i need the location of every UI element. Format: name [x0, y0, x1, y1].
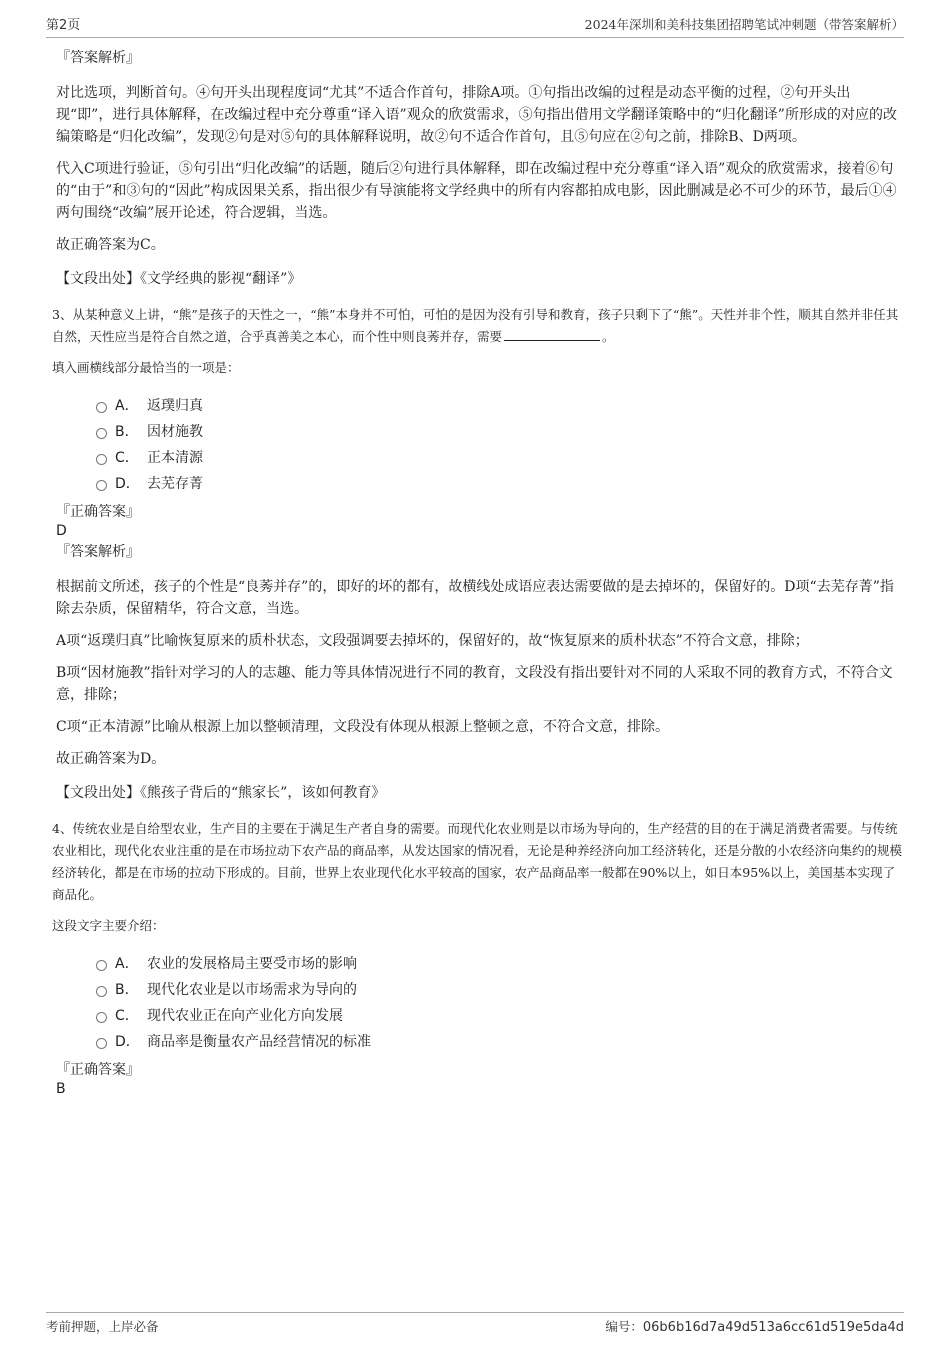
code-label: 编号： [605, 1319, 643, 1334]
analysis-paragraph: 根据前文所述，孩子的个性是“良莠并存”的，即好的坏的都有，故横线处成语应表达需要做的是去掉坏的，保留好的。D项“去芜存菁”指除去杂质，保留精华，符合文意，当选。 [56, 579, 894, 617]
question-4-prompt: 这段文字主要介绍： [52, 918, 165, 933]
question-4-options [56, 950, 902, 1054]
option-d[interactable] [96, 1028, 902, 1054]
radio-icon[interactable] [96, 960, 107, 971]
analysis-paragraph: 故正确答案为C。 [56, 237, 165, 253]
document-body [52, 40, 903, 1098]
analysis-label: 『答案解析』 [56, 544, 140, 560]
option-text: 返璞归真 [147, 398, 203, 414]
option-text: 现代农业正在向产业化方向发展 [147, 1008, 343, 1024]
source-citation: 【文段出处】《熊孩子背后的“熊家长”，该如何教育》 [56, 785, 386, 801]
correct-answer-value: D [56, 523, 67, 539]
option-letter: B． [115, 982, 139, 998]
option-text: 正本清源 [147, 450, 203, 466]
correct-answer-value: B [56, 1081, 66, 1097]
correct-answer-label: 『正确答案』 [56, 1062, 140, 1078]
option-c[interactable] [96, 1002, 902, 1028]
option-a[interactable] [96, 950, 902, 976]
option-text: 农业的发展格局主要受市场的影响 [147, 956, 357, 972]
option-c[interactable] [96, 444, 902, 470]
option-letter: D． [115, 476, 140, 492]
option-text: 因材施教 [147, 424, 203, 440]
question-3-stem-end: 。 [602, 329, 615, 344]
option-d[interactable] [96, 470, 902, 496]
question-3-prompt: 填入画横线部分最恰当的一项是： [52, 360, 240, 375]
radio-icon[interactable] [96, 1012, 107, 1023]
analysis-paragraph: A项“返璞归真”比喻恢复原来的质朴状态，文段强调要去掉坏的，保留好的，故“恢复原来的质朴状态”不符合文意，排除； [56, 633, 809, 649]
radio-icon[interactable] [96, 402, 107, 413]
document-code [605, 1317, 904, 1335]
page-footer [46, 1312, 904, 1335]
page-number: 第2页 [46, 18, 81, 33]
radio-icon[interactable] [96, 986, 107, 997]
option-letter: B． [115, 424, 139, 440]
analysis-paragraph: 代入C项进行验证，⑤句引出“归化改编”的话题，随后②句进行具体解释，即在改编过程中充分尊重“译入语”观众的欣赏需求，接着⑥句的“由于”和③句的“因此”构成因果关系，指出很少有导演能将文学经典中的所有内容都拍成电影，因此删减是必不可少的环节，最后①④两句围绕“改编”展开论述，符合逻辑，当选。 [56, 161, 897, 221]
analysis-paragraph: B项“因材施教”指针对学习的人的志趣、能力等具体情况进行不同的教育，文段没有指出要针对不同的人采取不同的教育方式，不符合文意，排除； [56, 665, 893, 703]
radio-icon[interactable] [96, 428, 107, 439]
radio-icon[interactable] [96, 1038, 107, 1049]
question-3-text [52, 304, 902, 348]
analysis-paragraph: C项“正本清源”比喻从根源上加以整顿清理，文段没有体现从根源上整顿之意，不符合文意，排除。 [56, 719, 670, 735]
question-3-options [56, 392, 902, 496]
option-text: 商品率是衡量农产品经营情况的标准 [147, 1034, 371, 1050]
option-letter: C． [115, 450, 139, 466]
analysis-paragraph: 对比选项，判断首句。④句开头出现程度词“尤其”不适合作首句，排除A项。①句指出改编的过程是动态平衡的过程，②句开头出现“即”，进行具体解释，在改编过程中充分尊重“译入语”观众的欣赏需求，⑤句指出借用文学翻译策略中的“归化翻译”所形成的对应的改编策略是“归化改编”，发现②句是对⑤句的具体解释说明，故②句不适合作首句，且⑤句应在②句之前，排除B、D两项。 [56, 85, 897, 145]
code-value: 06b6b16d7a49d513a6cc61d519e5da4d [642, 1320, 904, 1335]
document-title: 2024年深圳和美科技集团招聘笔试冲刺题（带答案解析） [584, 16, 904, 32]
radio-icon[interactable] [96, 454, 107, 465]
option-b[interactable] [96, 976, 902, 1002]
option-letter: C． [115, 1008, 139, 1024]
source-citation: 【文段出处】《文学经典的影视“翻译”》 [56, 271, 302, 287]
option-text: 去芜存菁 [147, 476, 203, 492]
analysis-paragraph: 故正确答案为D。 [56, 751, 166, 767]
option-b[interactable] [96, 418, 902, 444]
analysis-label: 『答案解析』 [56, 50, 140, 66]
fill-blank-line [504, 328, 600, 341]
page-header [46, 14, 904, 38]
footer-slogan: 考前押题，上岸必备 [46, 1319, 159, 1334]
question-3-stem: 3、从某种意义上讲，“熊”是孩子的天性之一，“熊”本身并不可怕，可怕的是因为没有引导和教育，孩子只剩下了“熊”。天性并非个性，顺其自然并非任其自然，天性应当是符合自然之道，合乎真善美之本心，而个性中则良莠并存，需要 [52, 307, 899, 344]
option-text: 现代化农业是以市场需求为导向的 [147, 982, 357, 998]
correct-answer-label: 『正确答案』 [56, 504, 140, 520]
radio-icon[interactable] [96, 480, 107, 491]
option-letter: D． [115, 1034, 140, 1050]
option-a[interactable] [96, 392, 902, 418]
question-4-text: 4、传统农业是自给型农业，生产目的主要在于满足生产者自身的需要。而现代化农业则是以市场为导向的，生产经营的目的在于满足消费者需要。与传统农业相比，现代化农业注重的是在市场拉动下农产品的商品率，从发达国家的情况看，无论是种养经济向加工经济转化，还是分散的小农经济向集约的规模经济转化，都是在市场的拉动下形成的。目前，世界上农业现代化水平较高的国家，农产品商品率一般都在90%以上，如日本95%以上，美国基本实现了商品化。 [52, 821, 903, 902]
option-letter: A． [115, 398, 139, 414]
option-letter: A． [115, 956, 139, 972]
